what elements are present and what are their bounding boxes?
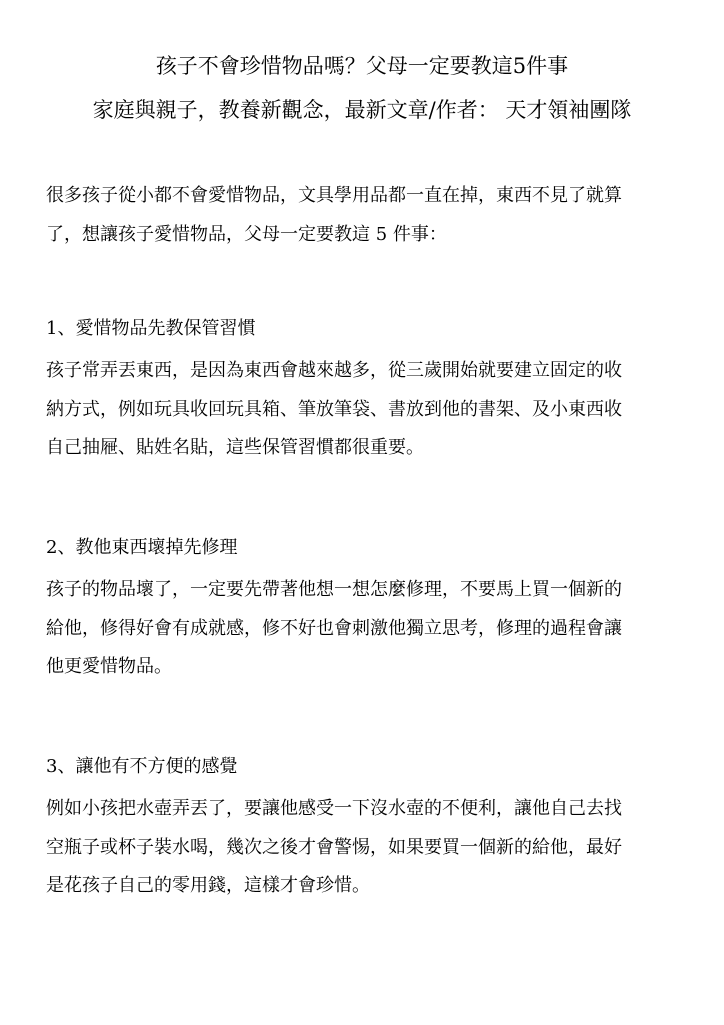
section-3-heading: 3、讓他有不方便的感覺 (46, 756, 238, 777)
paragraph-line: 納方式，例如玩具收回玩具箱、筆放筆袋、書放到他的書架、及小東西收 (46, 398, 622, 420)
section-3-paragraph (46, 790, 686, 906)
article-subtitle: 家庭與親子，教養新觀念，最新文章/作者： 天才領袖團隊 (92, 98, 632, 122)
section-1-heading: 1、愛惜物品先教保管習慣 (46, 318, 256, 339)
intro-paragraph (46, 177, 686, 254)
paragraph-line: 很多孩子從小都不會愛惜物品，文具學用品都一直在掉，東西不見了就算 (46, 185, 622, 206)
paragraph-line: 是花孩子自己的零用錢，這樣才會珍惜。 (46, 875, 370, 896)
section-1-paragraph (46, 352, 686, 468)
paragraph-line: 自己抽屜、貼姓名貼，這些保管習慣都很重要。 (46, 437, 424, 458)
paragraph-line: 空瓶子或杯子裝水喝，幾次之後才會警惕，如果要買一個新的給他，最好 (46, 836, 622, 858)
article-title: 孩子不會珍惜物品嗎？父母一定要教這5件事 (155, 54, 569, 78)
paragraph-line: 了，想讓孩子愛惜物品，父母一定要教這 5 件事： (46, 223, 447, 245)
paragraph-line: 孩子的物品壞了，一定要先帶著他想一想怎麼修理，不要馬上買一個新的 (46, 579, 622, 600)
paragraph-line: 給他，修得好會有成就感，修不好也會刺激他獨立思考，修理的過程會讓 (46, 617, 622, 639)
paragraph-line: 孩子常弄丟東西，是因為東西會越來越多，從三歲開始就要建立固定的收 (46, 360, 622, 381)
paragraph-line: 他更愛惜物品。 (46, 656, 172, 677)
section-2-heading: 2、教他東西壞掉先修理 (46, 537, 238, 558)
section-2-paragraph (46, 571, 686, 687)
paragraph-line: 例如小孩把水壺弄丟了，要讓他感受一下沒水壺的不便利，讓他自己去找 (46, 798, 622, 819)
